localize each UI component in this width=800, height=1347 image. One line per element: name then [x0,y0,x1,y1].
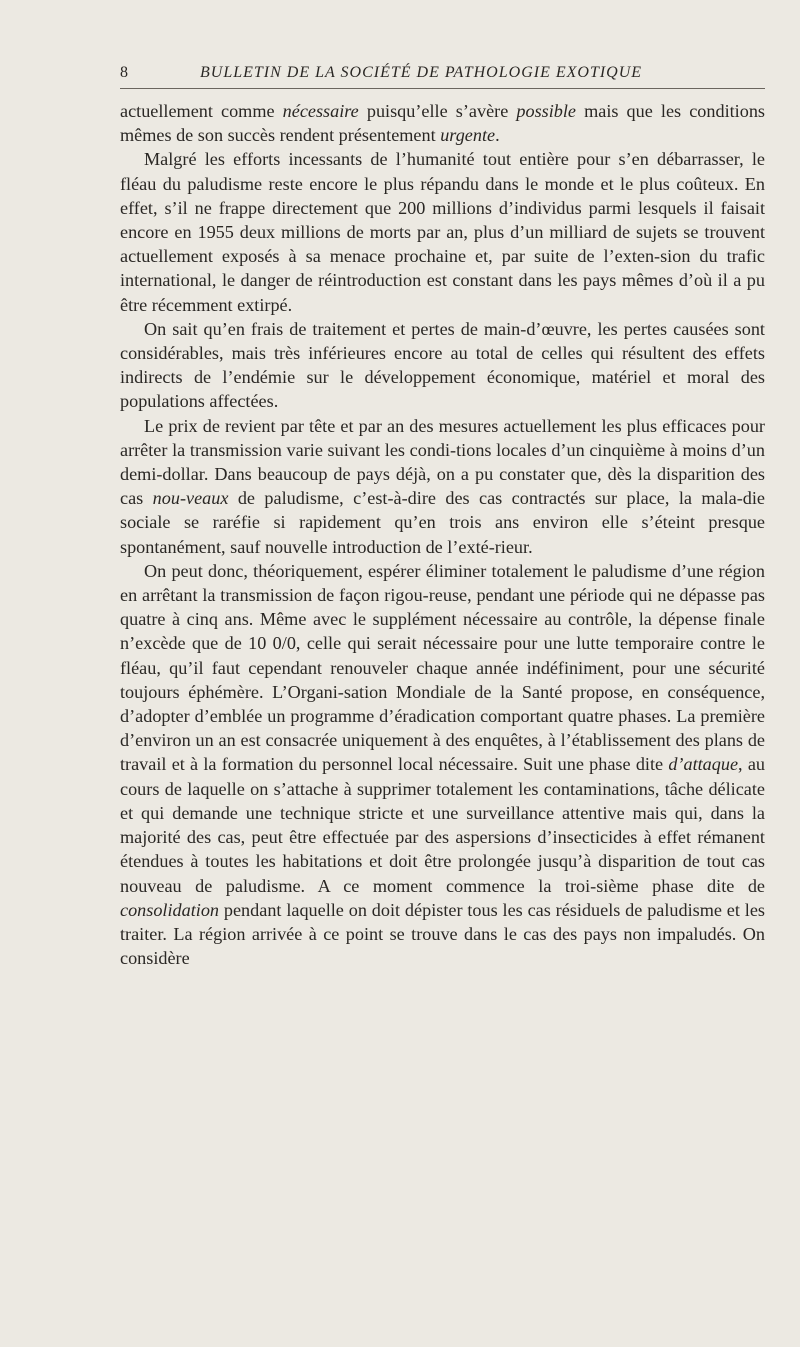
paragraph [120,414,765,559]
running-title: BULLETIN DE LA SOCIÉTÉ DE PATHOLOGIE EXOTIQUE [200,64,643,81]
italic-term: nécessaire [282,101,359,121]
paragraph [120,99,765,147]
paragraph [120,559,765,970]
text-run: de paludisme, c’est-à-dire des cas contractés sur place, la mala-die sociale se raréfie si rapidement qu’en trois ans environ elle s’éteint presque spontanément, sauf nouvelle introduction de l’exté-rieur. [120,488,765,557]
text-run: Le prix de revient par tête et par an des mesures actuellement les plus efficaces pour arrêter la transmission varie suivant les condi-tions locales d’un cinquième à moins d’un demi-dollar. Dans beaucoup de pays déjà, on a pu constater que, dès la disparition des cas [120,415,765,509]
italic-term: possible [516,101,576,121]
text-run: pendant laquelle on doit dépister tous les cas résiduels de paludisme et les traiter. La région arrivée à ce point se trouve dans le cas des pays non impaludés. On considère [120,899,765,969]
text-run: actuellement comme [120,101,283,121]
italic-term: nou-veaux [152,488,229,509]
running-header [120,62,765,89]
page-number: 8 [120,64,129,81]
italic-term: consolidation [120,899,220,920]
italic-term: d’attaque [668,754,739,775]
text-run: On sait qu’en frais de traitement et pertes de main-d’œuvre, les pertes causées sont considérables, mais très inférieures encore au total de celles qui résultent des effets indirects de l’endémie sur le développement économique, matériel et moral des populations affectées. [120,318,765,412]
paragraph [120,317,765,414]
text-run: . [495,125,500,146]
text-run: On peut donc, théoriquement, espérer éliminer totalement le paludisme d’une région en arrêtant la transmission de façon rigou-reuse, pendant une période qui ne dépasse pas quatre à cinq ans. Même avec le supplément nécessaire au contrôle, la dépense finale n’excède que de 10 0/0, celle qui serait nécessaire pour une lutte temporaire contre le fléau, qu’il faut cependant renouveler chaque année indéfiniment, pour une sécurité toujours éphémère. L’Organi-sation Mondiale de la Santé propose, en conséquence, d’adopter d’emblée un programme d’éradication comportant quatre phases. La première d’environ un an est consacrée uniquement à des enquêtes, à l’établissement des plans de travail et à la formation du personnel local nécessaire. Suit une phase dite [120,560,765,775]
text-run: , au cours de laquelle on s’attache à supprimer totalement les contaminations, tâche délicate et qui demande une technique stricte et une surveillance attentive mais qui, dans la majorité des cas, peut être effectuée par des aspersions d’insecticides à effet rémanent étendues à toutes les habitations et doit être prolongée jusqu’à disparition de tout cas nouveau de paludisme. A ce moment commence la troi-sième phase dite de [120,754,765,896]
text-run: Malgré les efforts incessants de l’humanité tout entière pour s’en débarrasser, le fléau du paludisme reste encore le plus répandu dans le monde et le plus coûteux. En effet, s’il ne frappe directement que 200 millions d’individus parmi lesquels il faisait encore en 1955 deux millions de morts par an, plus d’un milliard de sujets se trouvent actuellement exposés à sa menace prochaine et, par suite de l’exten-sion du trafic international, le danger de réintroduction est constant dans les pays mêmes d’où il a pu être récemment extirpé. [120,149,765,315]
text-run: puisqu’elle s’avère [358,101,517,121]
text-run: mais que les conditions mêmes de son succès rendent présentement [120,101,765,146]
body-text [120,99,765,970]
italic-term: urgente [440,125,496,146]
paragraph [120,147,765,316]
